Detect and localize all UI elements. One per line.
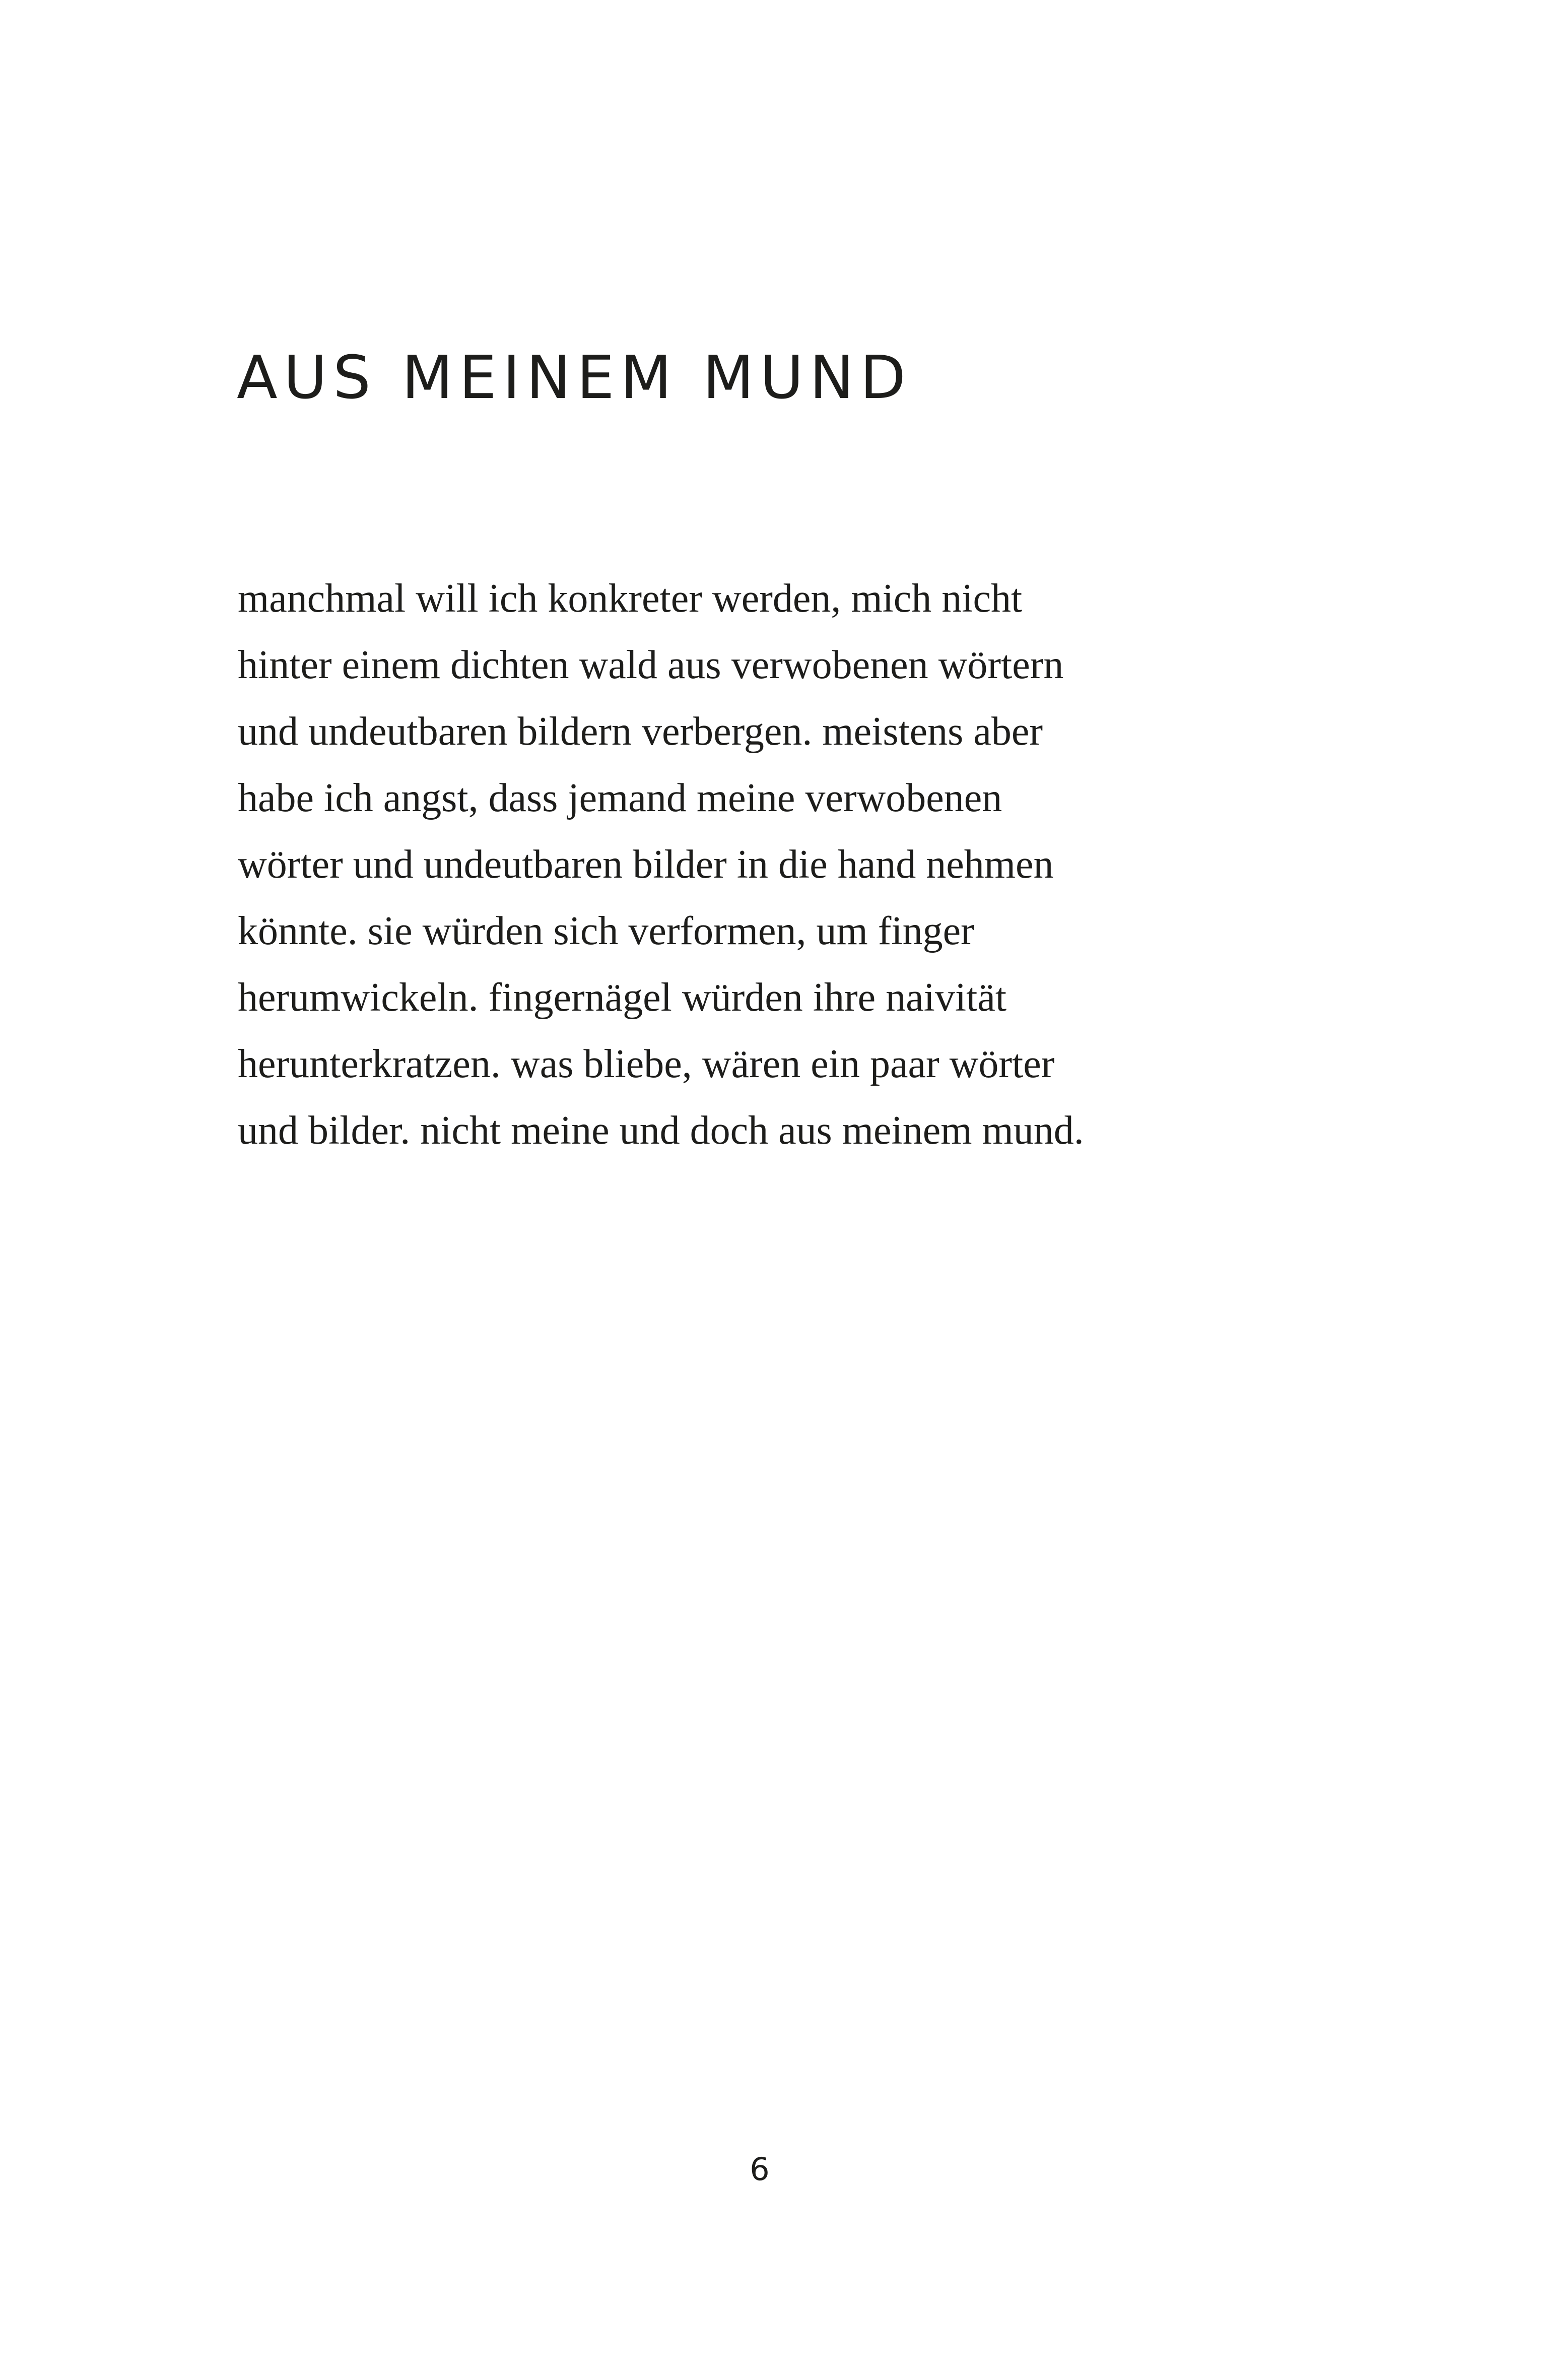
text-line: wörter und undeutbaren bilder in die hand nehmen: [238, 842, 1054, 887]
text-line: manchmal will ich konkreter werden, mich nicht: [238, 576, 1023, 621]
prose-paragraph: [238, 565, 1245, 1164]
page-title: AUS MEINEM MUND: [237, 343, 912, 412]
text-line: habe ich angst, dass jemand meine verwobenen: [238, 776, 1002, 820]
text-line: hinter einem dichten wald aus verwobenen wörtern: [238, 643, 1064, 687]
page-number: 6: [750, 2151, 770, 2188]
text-line: und bilder. nicht meine und doch aus meinem mund.: [238, 1108, 1084, 1153]
text-line: herunterkratzen. was bliebe, wären ein paar wörter: [238, 1042, 1055, 1086]
text-line: und undeutbaren bildern verbergen. meistens aber: [238, 709, 1043, 754]
text-line: herumwickeln. fingernägel würden ihre naivität: [238, 975, 1007, 1020]
text-line: könnte. sie würden sich verformen, um finger: [238, 909, 974, 953]
